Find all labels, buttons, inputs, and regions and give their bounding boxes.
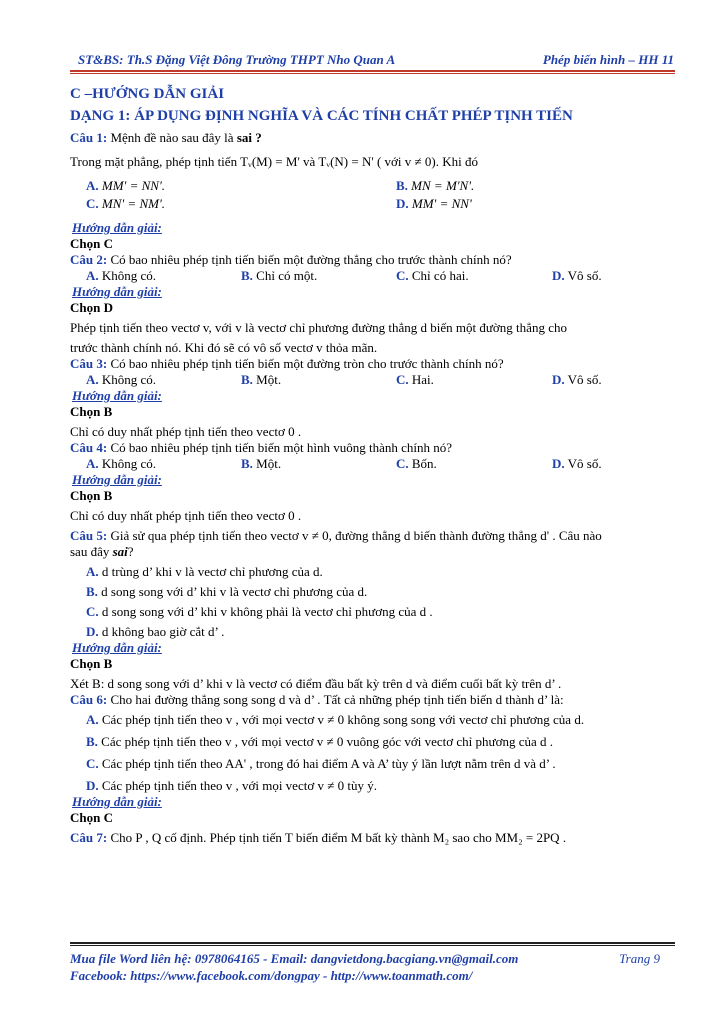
answer-b: B. Các phép tịnh tiến theo v , với mọi vectơ v ≠ 0 vuông góc với vectơ chỉ phương của d . — [86, 734, 553, 749]
question-6 — [70, 692, 674, 708]
solution-heading: Hướng dẫn giải: — [72, 640, 162, 655]
question-emphasis: sai ? — [236, 130, 262, 145]
question-text: sau đây — [70, 544, 110, 559]
solution-text: Xét B: d song song với d’ khi v là vectơ có điểm đầu bất kỳ trên d và điểm cuối bất kỳ trên d’ . — [70, 676, 562, 691]
page-footer — [70, 950, 674, 984]
question-number: Câu 3: — [70, 356, 108, 371]
question-1 — [70, 130, 674, 146]
answer-a: A. d trùng d’ khi v là vectơ chỉ phương của d. — [86, 564, 323, 579]
answer-b: B. Chỉ có một. — [241, 268, 318, 283]
answer-b: B. d song song với d’ khi v là vectơ chỉ phương của d. — [86, 584, 368, 599]
footer-links: Facebook: https://www.facebook.com/dongpay - http://www.toanmath.com/ — [70, 968, 473, 983]
question-text: Có bao nhiêu phép tịnh tiến biến một đường thẳng cho trước thành chính nó? — [110, 252, 512, 267]
answer-a: A. Không có. — [86, 372, 157, 387]
question-number: Câu 2: — [70, 252, 108, 267]
footer-rule-thin — [70, 945, 675, 946]
question-number: Câu 7: — [70, 830, 108, 845]
answer-d: D. Vô số. — [552, 268, 602, 283]
question-emphasis: sai — [112, 544, 128, 559]
answer-c: C. Bốn. — [396, 456, 437, 471]
page-number: Trang 9 — [619, 951, 660, 966]
solution-heading: Hướng dẫn giải: — [72, 388, 162, 403]
answer-c: C. Hai. — [396, 372, 434, 387]
question-text: Cho P , Q cố định. Phép tịnh tiến T biến điểm M bất kỳ thành M₂ sao cho MM₂ = 2PQ . — [110, 830, 567, 845]
question-number: Câu 4: — [70, 440, 108, 455]
chosen-answer: Chọn B — [70, 404, 113, 419]
answer-row — [86, 268, 674, 284]
header-chapter: Phép biến hình – HH 11 — [542, 52, 674, 67]
answer-d: D. MM' = NN' — [396, 196, 472, 211]
question-2 — [70, 252, 674, 268]
chosen-answer: Chọn D — [70, 300, 113, 315]
solution-heading: Hướng dẫn giải: — [72, 794, 162, 809]
answer-c: C. d song song với d’ khi v không phải là vectơ chỉ phương của d . — [86, 604, 433, 619]
answer-a: A. MM' = NN'. — [86, 178, 165, 193]
question-7 — [70, 830, 674, 846]
question-text: Mệnh đề nào sau đây là — [110, 130, 234, 145]
header-rule — [70, 70, 675, 72]
solution-text: Chỉ có duy nhất phép tịnh tiến theo vectơ 0 . — [70, 508, 302, 523]
answer-b: B. Một. — [241, 372, 282, 387]
solution-text: trước thành chính nó. Khi đó sẽ có vô số vectơ v thỏa mãn. — [70, 340, 378, 355]
question-5 — [70, 528, 674, 544]
answer-b: B. MN = M'N'. — [396, 178, 475, 193]
document-body — [70, 86, 674, 846]
answer-d: D. Vô số. — [552, 456, 602, 471]
question-mark: ? — [127, 544, 134, 559]
chosen-answer: Chọn B — [70, 488, 113, 503]
chosen-answer: Chọn C — [70, 236, 113, 251]
question-4 — [70, 440, 674, 456]
answer-a: A. Các phép tịnh tiến theo v , với mọi vectơ v ≠ 0 không song song với vectơ chỉ phương của d. — [86, 712, 585, 727]
solution-text: Phép tịnh tiến theo vectơ v, với v là vectơ chỉ phương đường thẳng d biến một đường thẳng cho — [70, 320, 567, 335]
solution-heading: Hướng dẫn giải: — [72, 220, 162, 235]
section-title: C –HƯỚNG DẪN GIẢI — [70, 86, 225, 102]
header-author: ST&BS: Th.S Đặng Việt Đông Trường THPT Nho Quan A — [78, 52, 396, 67]
answer-a: A. Không có. — [86, 268, 157, 283]
question-text: Có bao nhiêu phép tịnh tiến biến một hình vuông thành chính nó? — [110, 440, 453, 455]
answer-d: D. Các phép tịnh tiến theo v , với mọi vectơ v ≠ 0 tùy ý. — [86, 778, 377, 793]
answer-d: D. Vô số. — [552, 372, 602, 387]
footer-contact: Mua file Word liên hệ: 0978064165 - Email: dangvietdong.bacgiang.vn@gmail.com — [70, 951, 519, 966]
question-text: Giả sử qua phép tịnh tiến theo vectơ v ≠ 0, đường thẳng d biến thành đường thẳng d' . Câu nào — [110, 528, 602, 543]
solution-text: Chỉ có duy nhất phép tịnh tiến theo vectơ 0 . — [70, 424, 302, 439]
answer-b: B. Một. — [241, 456, 282, 471]
topic-title: DẠNG 1: ÁP DỤNG ĐỊNH NGHĨA VÀ CÁC TÍNH CHẤT PHÉP TỊNH TIẾN — [70, 108, 573, 124]
question-number: Câu 1: — [70, 130, 108, 145]
solution-heading: Hướng dẫn giải: — [72, 472, 162, 487]
answer-d: D. d không bao giờ cắt d’ . — [86, 624, 225, 639]
answer-row — [86, 372, 674, 388]
question-5-cont — [70, 544, 674, 560]
answer-row — [86, 196, 674, 214]
answer-row — [86, 456, 674, 472]
chosen-answer: Chọn C — [70, 810, 113, 825]
header-rule-thin — [70, 73, 675, 74]
question-3 — [70, 356, 674, 372]
question-1-statement: Trong mặt phẳng, phép tịnh tiến Tᵥ(M) = M' và Tᵥ(N) = N' ( với v ≠ 0). Khi đó — [70, 154, 478, 169]
footer-rule — [70, 942, 675, 944]
question-number: Câu 6: — [70, 692, 108, 707]
chosen-answer: Chọn B — [70, 656, 113, 671]
answer-c: C. Các phép tịnh tiến theo AA' , trong đó hai điểm A và A’ tùy ý lần lượt nằm trên d và d’ . — [86, 756, 556, 771]
question-number: Câu 5: — [70, 528, 108, 543]
question-text: Có bao nhiêu phép tịnh tiến biến một đường tròn cho trước thành chính nó? — [110, 356, 504, 371]
question-text: Cho hai đường thẳng song song d và d’ . Tất cả những phép tịnh tiến biến d thành d’ là: — [110, 692, 564, 707]
answer-row — [86, 178, 674, 196]
answer-c: C. MN' = NM'. — [86, 196, 165, 211]
answer-a: A. Không có. — [86, 456, 157, 471]
answer-c: C. Chỉ có hai. — [396, 268, 469, 283]
solution-heading: Hướng dẫn giải: — [72, 284, 162, 299]
